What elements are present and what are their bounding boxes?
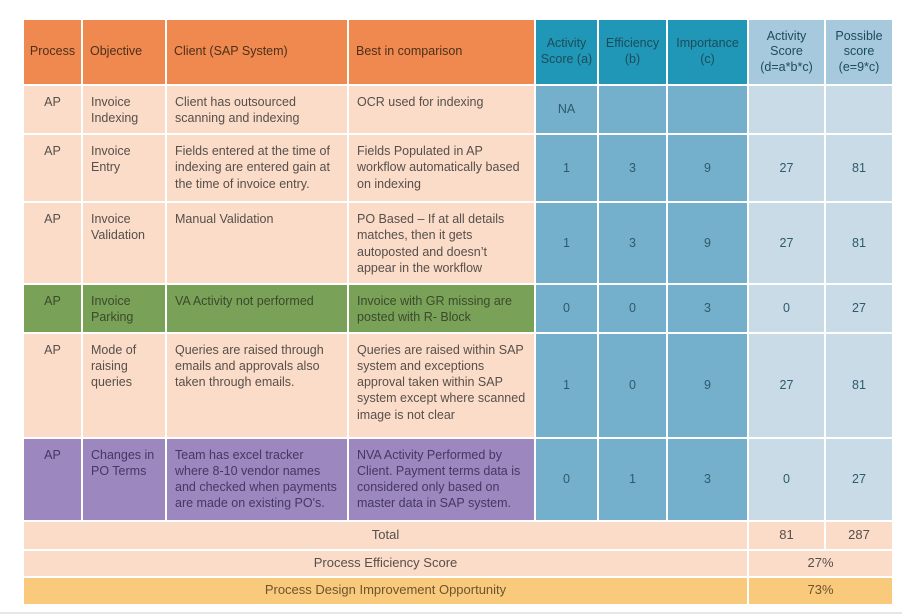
cell-best: Invoice with GR missing are posted with R- Block [349, 285, 534, 332]
cell-process: AP [24, 285, 81, 332]
cell-objective: Invoice Entry [83, 135, 165, 201]
cell-process: AP [24, 135, 81, 201]
cell-best: OCR used for indexing [349, 86, 534, 133]
page-bottom-divider [0, 612, 902, 614]
cell-efficiency-b: 0 [599, 334, 666, 437]
cell-efficiency-b [599, 86, 666, 133]
total-row [24, 522, 892, 549]
col-header-process: Process [24, 20, 81, 84]
col-header-activity-score-a: Activity Score (a) [536, 20, 597, 84]
cell-process: AP [24, 86, 81, 133]
cell-possible-score-e: 81 [826, 135, 892, 201]
cell-possible-score-e: 81 [826, 334, 892, 437]
cell-client: Client has outsourced scanning and indexing [167, 86, 347, 133]
cell-possible-score-e [826, 86, 892, 133]
cell-process: AP [24, 203, 81, 283]
cell-activity-score-a: NA [536, 86, 597, 133]
cell-activity-score-d: 0 [749, 285, 824, 332]
col-header-efficiency-b: Efficiency (b) [599, 20, 666, 84]
cell-importance-c: 9 [668, 203, 747, 283]
col-header-possible-score-e: Possible score (e=9*c) [826, 20, 892, 84]
cell-importance-c [668, 86, 747, 133]
cell-client: VA Activity not performed [167, 285, 347, 332]
cell-activity-score-d: 0 [749, 439, 824, 520]
cell-possible-score-e: 27 [826, 439, 892, 520]
process-design-improvement-opportunity-label: Process Design Improvement Opportunity [24, 578, 747, 604]
cell-activity-score-d: 27 [749, 203, 824, 283]
col-header-client-sap-system: Client (SAP System) [167, 20, 347, 84]
cell-best: PO Based – If at all details matches, then it gets autoposted and doesn’t appear in the workflow [349, 203, 534, 283]
cell-possible-score-e: 81 [826, 203, 892, 283]
table-row-changes-in-po-terms [24, 439, 892, 520]
cell-activity-score-a: 0 [536, 285, 597, 332]
cell-efficiency-b: 1 [599, 439, 666, 520]
cell-best: Fields Populated in AP workflow automatically based on indexing [349, 135, 534, 201]
cell-client: Team has excel tracker where 8-10 vendor names and checked when payments are made on existing PO's. [167, 439, 347, 520]
cell-activity-score-d [749, 86, 824, 133]
table-row-mode-of-raising-queries [24, 334, 892, 437]
process-design-improvement-opportunity-value: 73% [749, 578, 892, 604]
cell-objective: Changes in PO Terms [83, 439, 165, 520]
total-possible-score: 287 [826, 522, 892, 549]
col-header-activity-score-d: Activity Score (d=a*b*c) [749, 20, 824, 84]
table-row-invoice-parking [24, 285, 892, 332]
cell-process: AP [24, 334, 81, 437]
cell-objective: Mode of raising queries [83, 334, 165, 437]
table-row-invoice-validation [24, 203, 892, 283]
cell-possible-score-e: 27 [826, 285, 892, 332]
cell-efficiency-b: 0 [599, 285, 666, 332]
cell-activity-score-a: 1 [536, 334, 597, 437]
process-design-improvement-opportunity-row [24, 578, 892, 604]
cell-best: Queries are raised within SAP system and exceptions approval taken within SAP system except where scanned image is not clear [349, 334, 534, 437]
cell-efficiency-b: 3 [599, 203, 666, 283]
process-efficiency-score-row [24, 551, 892, 576]
cell-objective: Invoice Parking [83, 285, 165, 332]
process-efficiency-score-table [22, 18, 894, 606]
cell-client: Manual Validation [167, 203, 347, 283]
cell-importance-c: 9 [668, 334, 747, 437]
cell-activity-score-a: 1 [536, 135, 597, 201]
table-row-invoice-indexing [24, 86, 892, 133]
col-header-objective: Objective [83, 20, 165, 84]
header-row [24, 20, 892, 84]
table-row-invoice-entry [24, 135, 892, 201]
cell-activity-score-a: 0 [536, 439, 597, 520]
process-efficiency-score-label: Process Efficiency Score [24, 551, 747, 576]
cell-activity-score-d: 27 [749, 135, 824, 201]
cell-efficiency-b: 3 [599, 135, 666, 201]
cell-process: AP [24, 439, 81, 520]
cell-importance-c: 3 [668, 439, 747, 520]
cell-client: Fields entered at the time of indexing are entered gain at the time of invoice entry. [167, 135, 347, 201]
cell-importance-c: 3 [668, 285, 747, 332]
cell-activity-score-a: 1 [536, 203, 597, 283]
cell-client: Queries are raised through emails and approvals also taken through emails. [167, 334, 347, 437]
cell-objective: Invoice Indexing [83, 86, 165, 133]
col-header-best-in-comparison: Best in comparison [349, 20, 534, 84]
cell-objective: Invoice Validation [83, 203, 165, 283]
cell-activity-score-d: 27 [749, 334, 824, 437]
total-activity-score: 81 [749, 522, 824, 549]
process-efficiency-score-value: 27% [749, 551, 892, 576]
col-header-importance-c: Importance (c) [668, 20, 747, 84]
total-label: Total [24, 522, 747, 549]
cell-importance-c: 9 [668, 135, 747, 201]
cell-best: NVA Activity Performed by Client. Payment terms data is considered only based on master data in SAP system. [349, 439, 534, 520]
